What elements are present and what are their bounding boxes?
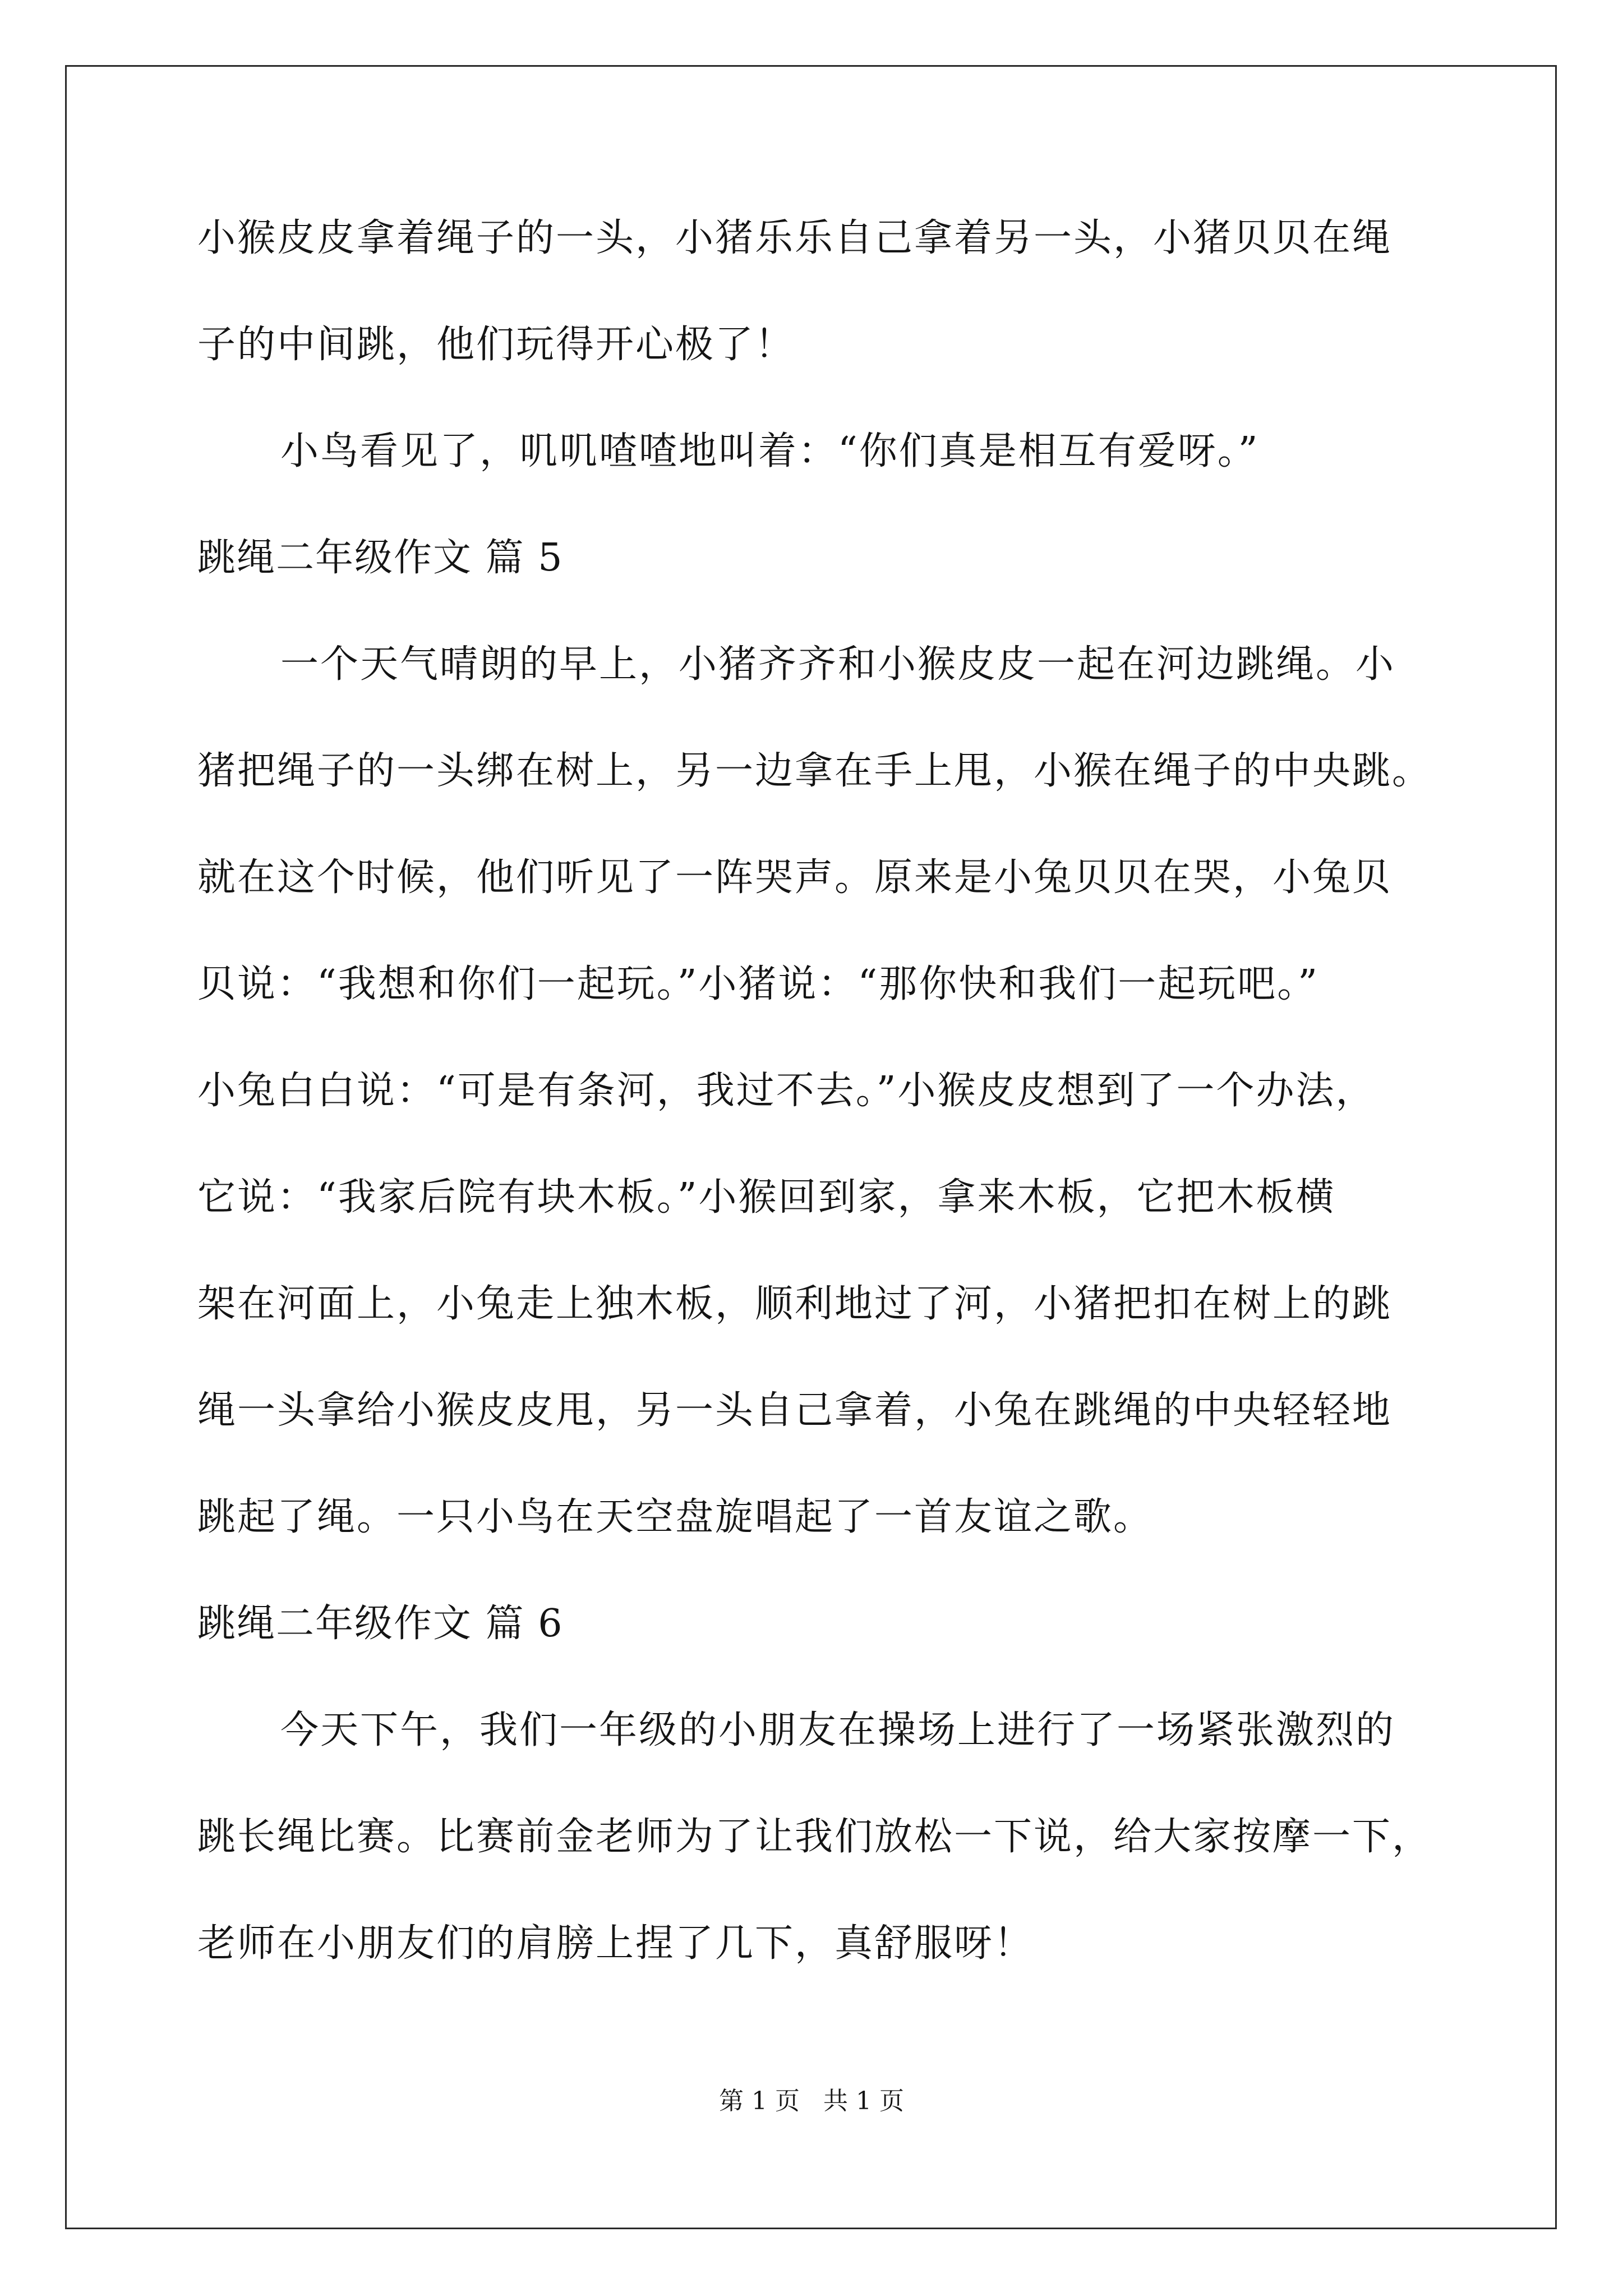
paragraph-line: 今天下午，我们一年级的小朋友在操场上进行了一场紧张激烈的: [280, 1708, 1396, 1752]
paragraph-line: 就在这个时候，他们听见了一阵哭声。原来是小兔贝贝在哭，小兔贝: [197, 855, 1393, 900]
paragraph-line: 老师在小朋友们的肩膀上捏了几下，真舒服呀！: [197, 1921, 1034, 1966]
section-heading: 跳绳二年级作文 篇 5: [197, 536, 564, 580]
page-number-footer: 第 1 页 共 1 页: [719, 2087, 904, 2115]
paragraph-line: 它说：“我家后院有块木板。”小猴回到家，拿来木板，它把木板横: [197, 1175, 1336, 1220]
paragraph-line: 跳起了绳。一只小鸟在天空盘旋唱起了一首友谊之歌。: [197, 1495, 1154, 1539]
paragraph-line: 小兔白白说：“可是有条河，我过不去。”小猴皮皮想到了一个办法，: [197, 1069, 1376, 1113]
paragraph-line: 一个天气晴朗的早上，小猪齐齐和小猴皮皮一起在河边跳绳。小: [280, 642, 1396, 687]
paragraph-line: 绳一头拿给小猴皮皮甩，另一头自己拿着，小兔在跳绳的中央轻轻地: [197, 1388, 1393, 1433]
paragraph-line: 子的中间跳，他们玩得开心极了！: [197, 323, 795, 367]
paragraph-line: 小猴皮皮拿着绳子的一头，小猪乐乐自己拿着另一头，小猪贝贝在绳: [197, 216, 1393, 260]
section-heading: 跳绳二年级作文 篇 6: [197, 1602, 564, 1646]
paragraph-line: 小鸟看见了，叽叽喳喳地叫着：“你们真是相互有爱呀。”: [280, 429, 1260, 473]
page-border: [65, 65, 1557, 2229]
paragraph-line: 猪把绳子的一头绑在树上，另一边拿在手上甩，小猴在绳子的中央跳。: [197, 749, 1432, 793]
paragraph-line: 跳长绳比赛。比赛前金老师为了让我们放松一下说，给大家按摩一下，: [197, 1815, 1432, 1859]
paragraph-line: 贝说：“我想和你们一起玩。”小猪说：“那你快和我们一起玩吧。”: [197, 962, 1320, 1006]
paragraph-line: 架在河面上，小兔走上独木板，顺利地过了河，小猪把扣在树上的跳: [197, 1282, 1393, 1326]
